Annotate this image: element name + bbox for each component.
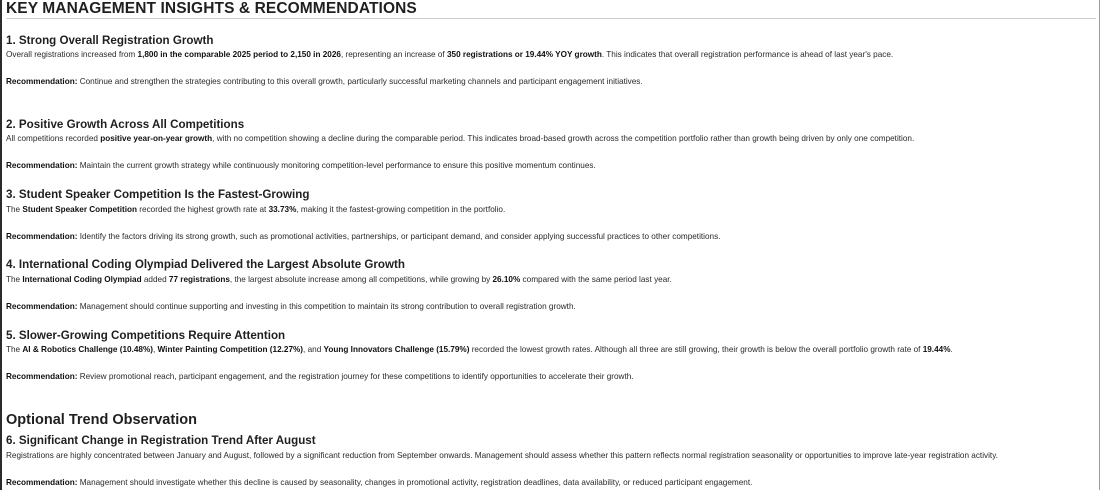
recommendation-text: Review promotional reach, participant engagement, and the registration journey for these competitions to identify opportunities to accelerate their growth. xyxy=(77,372,634,381)
section-4-body xyxy=(6,275,672,285)
recommendation-label: Recommendation: xyxy=(6,77,78,86)
emphasis-text: Young Innovators Challenge (15.79%) xyxy=(323,345,470,354)
section-1-heading: 1. Strong Overall Registration Growth xyxy=(6,34,214,47)
emphasis-text: Student Speaker Competition xyxy=(22,205,138,214)
emphasis-text: positive year-on-year growth xyxy=(100,134,213,143)
recommendation-label: Recommendation: xyxy=(6,302,78,311)
body-text: , xyxy=(152,345,158,354)
recommendation-text: Management should investigate whether this decline is caused by seasonality, changes in promotional activity, registration deadlines, data availability, or reduced participant engagement. xyxy=(77,478,753,487)
section-3-heading: 3. Student Speaker Competition Is the Fastest-Growing xyxy=(6,188,310,201)
body-text: The xyxy=(6,205,23,214)
body-text: , making it the fastest-growing competition in the portfolio. xyxy=(296,205,506,214)
section-6-recommendation xyxy=(6,478,752,488)
emphasis-text: 1,800 in the comparable 2025 period to 2,150 in 2026 xyxy=(137,50,341,59)
body-text: Overall registrations increased from xyxy=(6,50,138,59)
optional-trend-heading: Optional Trend Observation xyxy=(6,412,197,428)
emphasis-text: 77 registrations xyxy=(168,275,230,284)
body-text: The xyxy=(6,345,23,354)
body-text: , with no competition showing a decline during the comparable period. This indicates broad-based growth across the competition portfolio rather than growth being driven by only one competition. xyxy=(212,134,915,143)
section-4-recommendation xyxy=(6,302,576,312)
emphasis-text: 19.44% xyxy=(922,345,951,354)
section-5-recommendation xyxy=(6,372,634,382)
section-5-heading: 5. Slower-Growing Competitions Require Attention xyxy=(6,329,286,342)
recommendation-text: Continue and strengthen the strategies contributing to this overall growth, particularly successful marketing channels and participant engagement initiatives. xyxy=(77,77,643,86)
recommendation-label: Recommendation: xyxy=(6,232,78,241)
recommendation-label: Recommendation: xyxy=(6,478,78,487)
emphasis-text: Winter Painting Competition (12.27%) xyxy=(157,345,304,354)
body-text: added xyxy=(141,275,169,284)
emphasis-text: AI & Robotics Challenge (10.48%) xyxy=(22,345,153,354)
section-6-heading: 6. Significant Change in Registration Trend After August xyxy=(6,434,316,447)
page-title: KEY MANAGEMENT INSIGHTS & RECOMMENDATIONS xyxy=(6,0,417,17)
title-divider xyxy=(6,18,1096,19)
recommendation-text: Management should continue supporting and investing in this competition to maintain its strong contribution to overall registration growth. xyxy=(77,302,576,311)
body-text: The xyxy=(6,275,23,284)
section-6-body xyxy=(6,451,998,461)
left-border xyxy=(0,0,2,490)
recommendation-label: Recommendation: xyxy=(6,372,78,381)
body-text: . xyxy=(950,345,953,354)
section-2-body xyxy=(6,134,914,144)
section-3-recommendation xyxy=(6,232,720,242)
body-text: Registrations are highly concentrated between January and August, followed by a significant reduction from September onwards. Management should assess whether this pattern reflects normal registration seasonality or opportunities to improve late-year registration activity. xyxy=(6,451,998,460)
section-1-body xyxy=(6,50,893,60)
body-text: recorded the highest growth rate at xyxy=(137,205,269,214)
section-2-heading: 2. Positive Growth Across All Competitions xyxy=(6,118,245,131)
body-text: . This indicates that overall registration performance is ahead of last year's pace. xyxy=(601,50,894,59)
section-3-body xyxy=(6,205,505,215)
section-1-recommendation xyxy=(6,77,643,87)
body-text: , and xyxy=(303,345,324,354)
emphasis-text: International Coding Olympiad xyxy=(22,275,142,284)
recommendation-text: Maintain the current growth strategy while continuously monitoring competition-level performance to ensure this positive momentum continues. xyxy=(77,161,596,170)
section-4-heading: 4. International Coding Olympiad Delivered the Largest Absolute Growth xyxy=(6,258,405,271)
section-2-recommendation xyxy=(6,161,596,171)
body-text: All competitions recorded xyxy=(6,134,101,143)
emphasis-text: 26.10% xyxy=(492,275,521,284)
recommendation-label: Recommendation: xyxy=(6,161,78,170)
body-text: , the largest absolute increase among all competitions, while growing by xyxy=(229,275,493,284)
body-text: , representing an increase of xyxy=(340,50,447,59)
emphasis-text: 33.73% xyxy=(268,205,297,214)
section-5-body xyxy=(6,345,953,355)
body-text: compared with the same period last year. xyxy=(520,275,672,284)
emphasis-text: 350 registrations or 19.44% YOY growth xyxy=(446,50,602,59)
recommendation-text: Identify the factors driving its strong growth, such as promotional activities, partnerships, or participant demand, and consider applying successful practices to other competitions. xyxy=(77,232,721,241)
body-text: recorded the lowest growth rates. Although all three are still growing, their growth is below the overall portfolio growth rate of xyxy=(469,345,923,354)
